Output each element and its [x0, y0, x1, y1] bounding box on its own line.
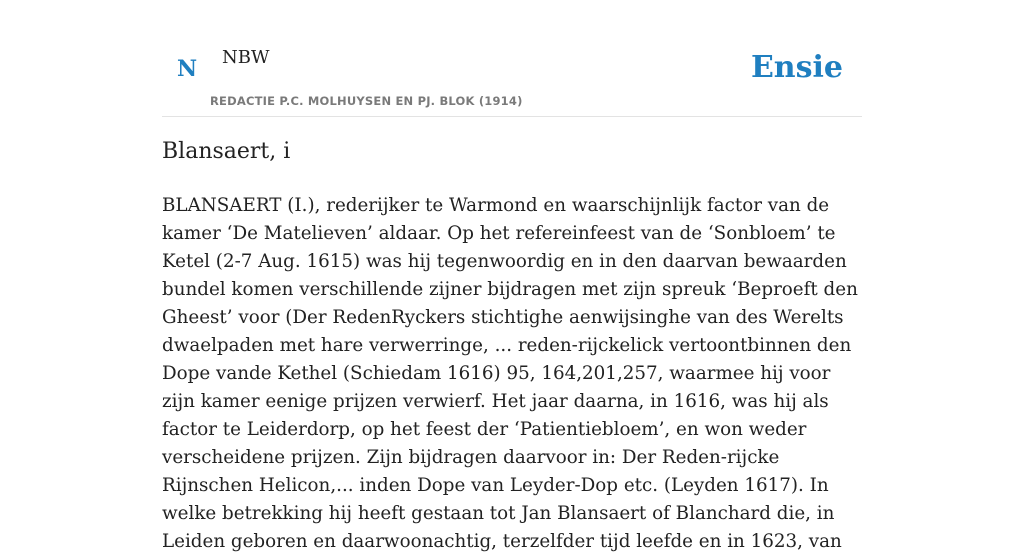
brand-logo-link[interactable]: Ensie	[750, 50, 843, 85]
article-body: BLANSAERT (I.), rederijker te Warmond en waarschijnlijk factor van de kamer ‘De Matelieven’ aldaar. Op het refereinfeest van de ‘Sonbloem’ te Ketel (2-7 Aug. 1615) was hij tegenwoordig en in den daarvan bewaarden bundel komen verschillende zijner bijdragen met zijn spreuk ‘Beproeft den Gheest’ voor (Der RedenRyckers stichtighe aenwijsinghe van des Werelts dwaelpaden met hare verwerringe, ... reden-rijckelick vertoontbinnen den Dope vande Kethel (Schiedam 1616) 95, 164,201,257, waarmee hij voor zijn kamer eenige prijzen verwierf. Het jaar daarna, in 1616, was hij als factor te Leiderdorp, op het feest der ‘Patientiebloem’, en won weder verscheidene prijzen. Zijn bijdragen daarvoor in: Der Reden-rijcke Rijnschen Helicon,... inden Dope van Leyder-Dop etc. (Leyden 1617). In welke betrekking hij heeft gestaan tot Jan Blansaert of Blanchard die, in Leiden geboren en daarwoonachtig, terzelfder tijd leefde en in 1623, van	[162, 195, 858, 552]
source-credit: REDACTIE P.C. MOLHUYSEN EN PJ. BLOK (1914)	[210, 94, 523, 108]
source-name[interactable]: NBW	[222, 47, 270, 68]
article-title: Blansaert, i	[162, 139, 291, 164]
site-header	[162, 40, 862, 117]
source-logo-icon[interactable]: N	[177, 56, 198, 82]
